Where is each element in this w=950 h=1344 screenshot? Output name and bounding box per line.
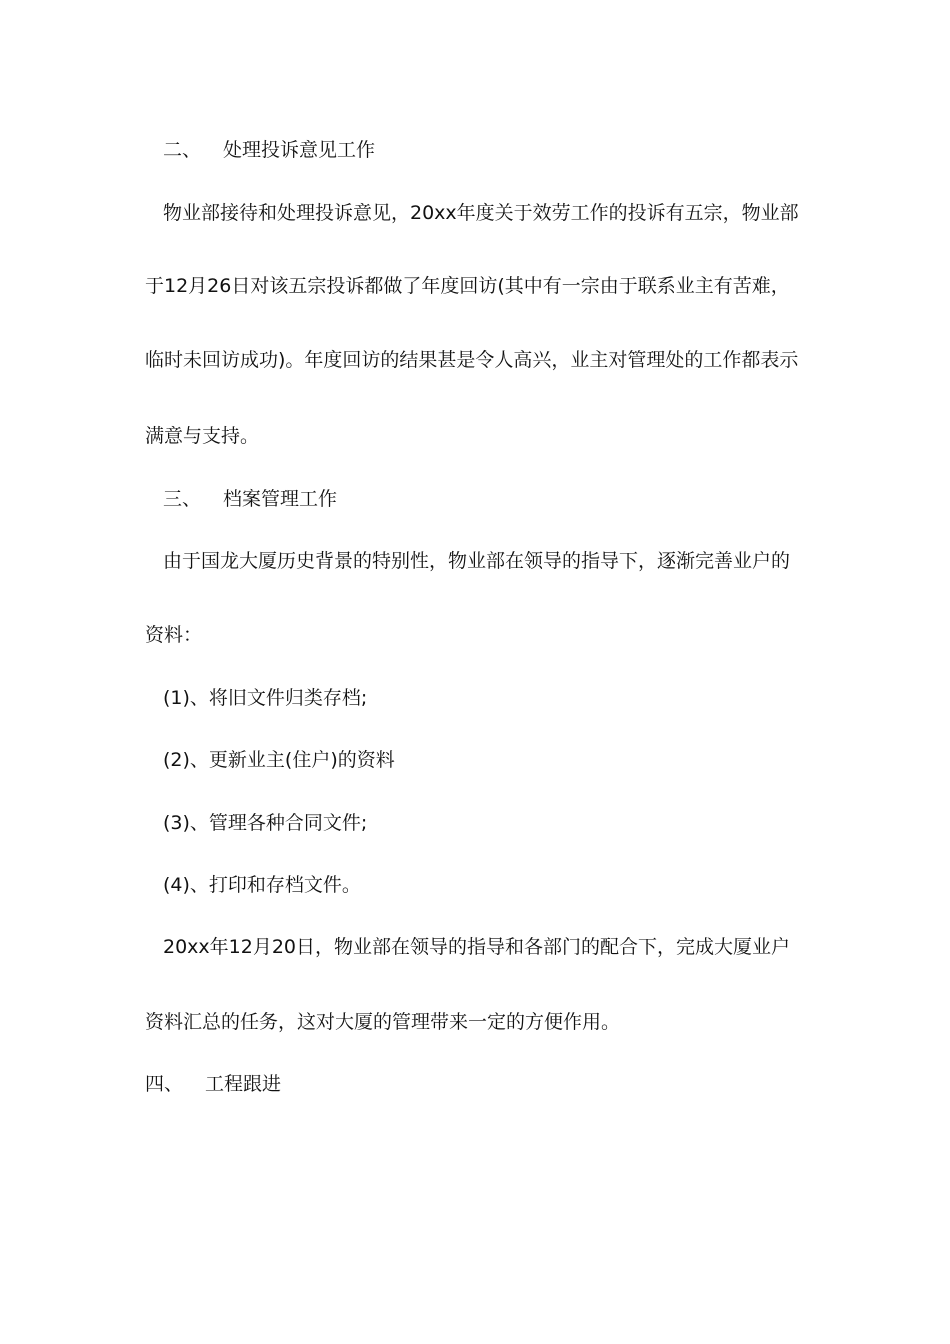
paragraph-line: 资料：: [145, 624, 203, 646]
list-item: (1)、将旧文件归类存档;: [163, 687, 368, 709]
paragraph-line: 20xx年12月20日，物业部在领导的指导和各部门的配合下，完成大厦业户: [163, 936, 791, 958]
section-heading-4: [145, 1072, 281, 1096]
paragraph-line: 资料汇总的任务，这对大厦的管理带来一定的方便作用。: [145, 1011, 621, 1033]
section-title: 工程跟进: [205, 1073, 282, 1095]
list-item: (3)、管理各种合同文件;: [163, 812, 368, 834]
paragraph-line: 临时未回访成功)。年度回访的结果甚是令人高兴，业主对管理处的工作都表示: [145, 349, 799, 371]
section-number: 四、: [145, 1073, 184, 1095]
paragraph-line: 由于国龙大厦历史背景的特别性，物业部在领导的指导下，逐渐完善业户的: [163, 550, 791, 572]
list-item: (2)、更新业主(住户)的资料: [163, 749, 395, 771]
section-title: 处理投诉意见工作: [223, 139, 376, 161]
list-item: (4)、打印和存档文件。: [163, 874, 361, 896]
paragraph-line: 于12月26日对该五宗投诉都做了年度回访(其中有一宗由于联系业主有苦难，: [145, 275, 790, 297]
section-heading-2: [163, 138, 375, 162]
section-number: 二、: [163, 139, 202, 161]
section-number: 三、: [163, 488, 202, 510]
paragraph-line: 满意与支持。: [145, 425, 260, 447]
section-title: 档案管理工作: [223, 488, 338, 510]
paragraph-line: 物业部接待和处理投诉意见，20xx年度关于效劳工作的投诉有五宗，物业部: [163, 202, 799, 224]
section-heading-3: [163, 487, 337, 511]
